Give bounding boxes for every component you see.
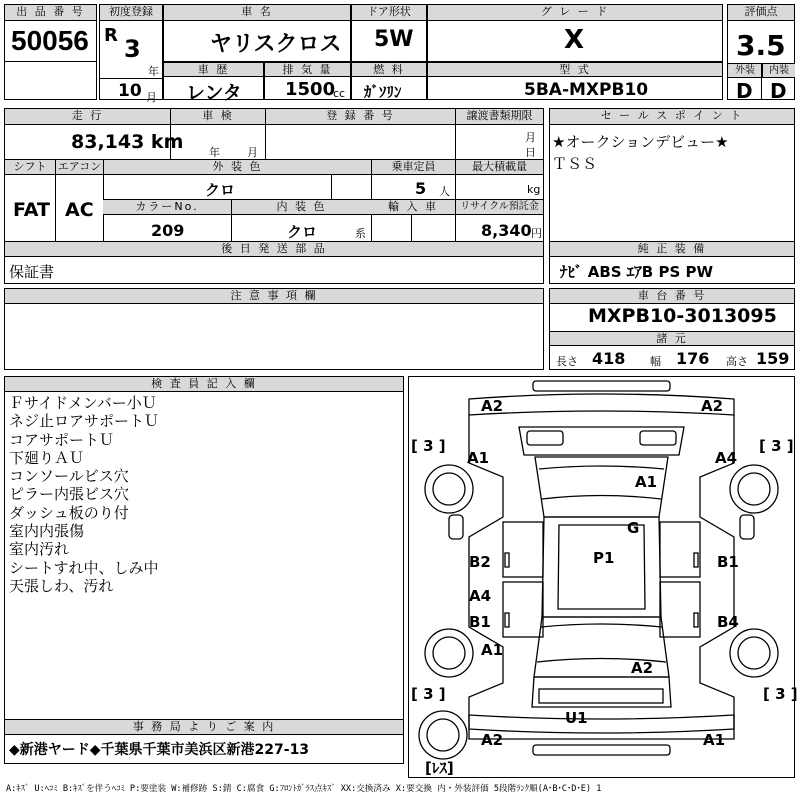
reg-year: 3 [124, 35, 141, 63]
damage-mark-a1-ffl: A1 [467, 449, 490, 467]
office-label: 事 務 局 よ り ご 案 内 [5, 720, 403, 735]
damage-mark-b1-fdr: B1 [717, 553, 739, 571]
info-block [4, 108, 544, 284]
damage-mark-a1-rfl: A1 [481, 641, 504, 659]
notes-box [4, 288, 544, 370]
interior-rank: D [770, 79, 787, 103]
ac: AC [65, 199, 94, 221]
damage-mark-a2-trunk: A2 [631, 659, 654, 677]
capacity: 5 [415, 179, 427, 198]
damage-mark-b2-fdl: B2 [469, 553, 491, 571]
inspection-month-unit: 月 [247, 146, 258, 159]
inspector-line: コアサポートＵ [9, 430, 115, 449]
damage-mark-g-glass: G [627, 519, 640, 537]
damage-mark-a2-rl: A2 [481, 731, 504, 749]
chassis-box [549, 288, 795, 370]
reg-month: 10 [118, 81, 142, 101]
score-box [727, 4, 795, 103]
damage-mark-tire-rr: [ 3 ] [763, 685, 798, 703]
door-type: 5W [374, 27, 414, 52]
length-label: 長さ [556, 355, 578, 368]
grade-box [427, 4, 723, 62]
door-box [351, 4, 427, 62]
sales-point-box [549, 108, 795, 284]
transfer-label: 譲渡書類期限 [455, 109, 543, 125]
mileage: 83,143 km [71, 131, 184, 153]
model-label: 型 式 [428, 63, 722, 77]
damage-mark-tire-rl: [ 3 ] [411, 685, 446, 703]
notes-label: 注 意 事 項 欄 [5, 289, 543, 304]
capacity-unit: 人 [439, 185, 450, 198]
sales-line-2: ＴＳＳ [552, 155, 598, 173]
damage-mark-p1-roof: P1 [593, 549, 615, 567]
inspector-notes [9, 394, 399, 595]
int-color-label: 内 装 色 [231, 200, 371, 215]
sales-line-1: ★オークションデビュー★ [552, 133, 729, 151]
damage-mark-a1-rr: A1 [703, 731, 726, 749]
sales-label: セ ー ル ス ポ イ ン ト [550, 109, 794, 125]
history-label: 車 歴 [164, 63, 263, 77]
office-info: ◆新港ヤード◆千葉県千葉市美浜区新港227-13 [9, 742, 310, 758]
displacement-label: 排 気 量 [265, 63, 350, 77]
recycle-unit: 円 [531, 227, 542, 240]
ac-label: エアコン [55, 160, 103, 175]
shift-label: シフト [5, 160, 55, 175]
int-color: クロ [287, 223, 318, 241]
height-label: 高さ [726, 355, 748, 368]
reg-no-label: 登 録 番 号 [265, 109, 455, 125]
fuel-label: 燃 料 [352, 63, 426, 77]
model-box [427, 62, 723, 100]
inspector-line: 天張しわ、汚れ [9, 576, 114, 595]
damage-marks [409, 377, 798, 777]
history-box [163, 62, 264, 104]
transfer-month-unit: 月 [525, 131, 536, 144]
ext-color-label: 外 装 色 [103, 160, 371, 175]
damage-mark-u1-rear: U1 [565, 709, 588, 727]
max-load-label: 最大積載量 [455, 160, 543, 175]
lot-number: 50056 [11, 25, 89, 56]
car-name-box [163, 4, 351, 62]
inspector-line: 室内内張傷 [9, 522, 85, 541]
inspector-line: コンソールビス穴 [9, 467, 129, 486]
displacement: 1500 [285, 79, 336, 100]
month-unit: 月 [146, 91, 157, 104]
damage-mark-tire-fl: [ 3 ] [411, 437, 446, 455]
damage-mark-a4-rdl: A4 [469, 587, 492, 605]
history: レンタ [186, 82, 242, 104]
mileage-label: 走 行 [5, 109, 170, 125]
import-label: 輸 入 車 [371, 200, 455, 215]
era: R [104, 25, 118, 46]
grade: X [564, 25, 585, 55]
damage-diagram [408, 376, 798, 778]
int-color-unit: 系 [355, 227, 366, 240]
damage-mark-b1-rdl: B1 [469, 613, 491, 631]
damage-mark-spare: [ﾚｽ] [425, 759, 454, 777]
transfer-day-unit: 日 [525, 146, 536, 159]
damage-mark-a2-fr: A2 [701, 397, 724, 415]
inspector-label: 検 査 員 記 入 欄 [5, 377, 403, 392]
grade-label: グ レ ー ド [428, 5, 722, 21]
inspector-line: ピラー内張ビス穴 [9, 485, 130, 504]
recycle-fee: 8,340 [481, 221, 532, 240]
score: 3.5 [736, 29, 786, 62]
damage-mark-a4-ffr: A4 [715, 449, 738, 467]
damage-mark-a2-fl: A2 [481, 397, 504, 415]
later-parts: 保証書 [9, 263, 55, 281]
spec-label: 諸 元 [550, 331, 794, 346]
score-label: 評価点 [728, 5, 794, 21]
interior-label: 内装 [762, 64, 795, 78]
first-registration-box [99, 4, 163, 104]
damage-mark-b4-rdr: B4 [717, 613, 739, 631]
later-parts-label: 後 日 発 送 部 品 [5, 242, 543, 257]
displacement-unit: cc [333, 87, 346, 100]
exterior-rank: D [736, 79, 753, 103]
color-no: 209 [151, 221, 185, 240]
equipment-label: 純 正 装 備 [550, 242, 794, 257]
height: 159 [756, 349, 790, 368]
displacement-box [264, 62, 351, 100]
shift: FAT [13, 199, 50, 221]
first-reg-label: 初度登録 [100, 5, 162, 21]
length: 418 [592, 349, 626, 368]
car-name: ヤリスクロス [210, 32, 342, 57]
fuel: ｶﾞｿﾘﾝ [364, 83, 402, 101]
inspector-line: ネジ止ロアサポートＵ [9, 412, 160, 431]
inspector-line: シートすれ中、しみ中 [9, 558, 159, 577]
equipment: ﾅﾋﾞ ABS ｴｱB PS PW [560, 263, 714, 281]
legend: A:ｷｽﾞ U:ﾍｺﾐ B:ｷｽﾞを伴うﾍｺﾐ P:要塗装 W:補修跡 S:錆 C:腐食 G:ﾌﾛﾝﾄｶﾞﾗｽ点ｷｽﾞ XX:交換済み X:要交換 内・外装評価 5段階ﾗﾝｸ順(A･B･C･D･E) 1 [6, 784, 602, 794]
width: 176 [676, 349, 710, 368]
damage-mark-tire-fr: [ 3 ] [759, 437, 794, 455]
chassis-label: 車 台 番 号 [550, 289, 794, 304]
ext-color: クロ [205, 181, 236, 199]
model: 5BA-MXPB10 [524, 80, 649, 100]
max-load-unit: kg [527, 183, 541, 196]
width-label: 幅 [650, 355, 661, 368]
inspector-box [4, 376, 404, 764]
inspector-line: 下廻りＡＵ [9, 448, 85, 467]
inspector-line: Ｆサイドメンバー小Ｕ [9, 394, 157, 412]
car-name-label: 車 名 [164, 5, 350, 21]
lot-label: 出 品 番 号 [5, 5, 96, 21]
color-no-label: カラーNo. [103, 200, 231, 215]
capacity-label: 乗車定員 [371, 160, 455, 175]
recycle-label: リサイクル預託金 [455, 200, 543, 215]
exterior-label: 外装 [728, 64, 762, 78]
inspector-line: ダッシュ板のり付 [9, 503, 129, 522]
inspection-year-unit: 年 [209, 146, 220, 159]
lot-box [4, 4, 97, 100]
year-unit: 年 [148, 65, 159, 78]
fuel-box [351, 62, 427, 100]
door-label: ドア形状 [352, 5, 426, 21]
inspector-line: 室内汚れ [9, 540, 70, 559]
damage-mark-a1-hood: A1 [635, 473, 658, 491]
inspection-label: 車 検 [170, 109, 265, 125]
chassis-number: MXPB10-3013095 [588, 305, 777, 327]
